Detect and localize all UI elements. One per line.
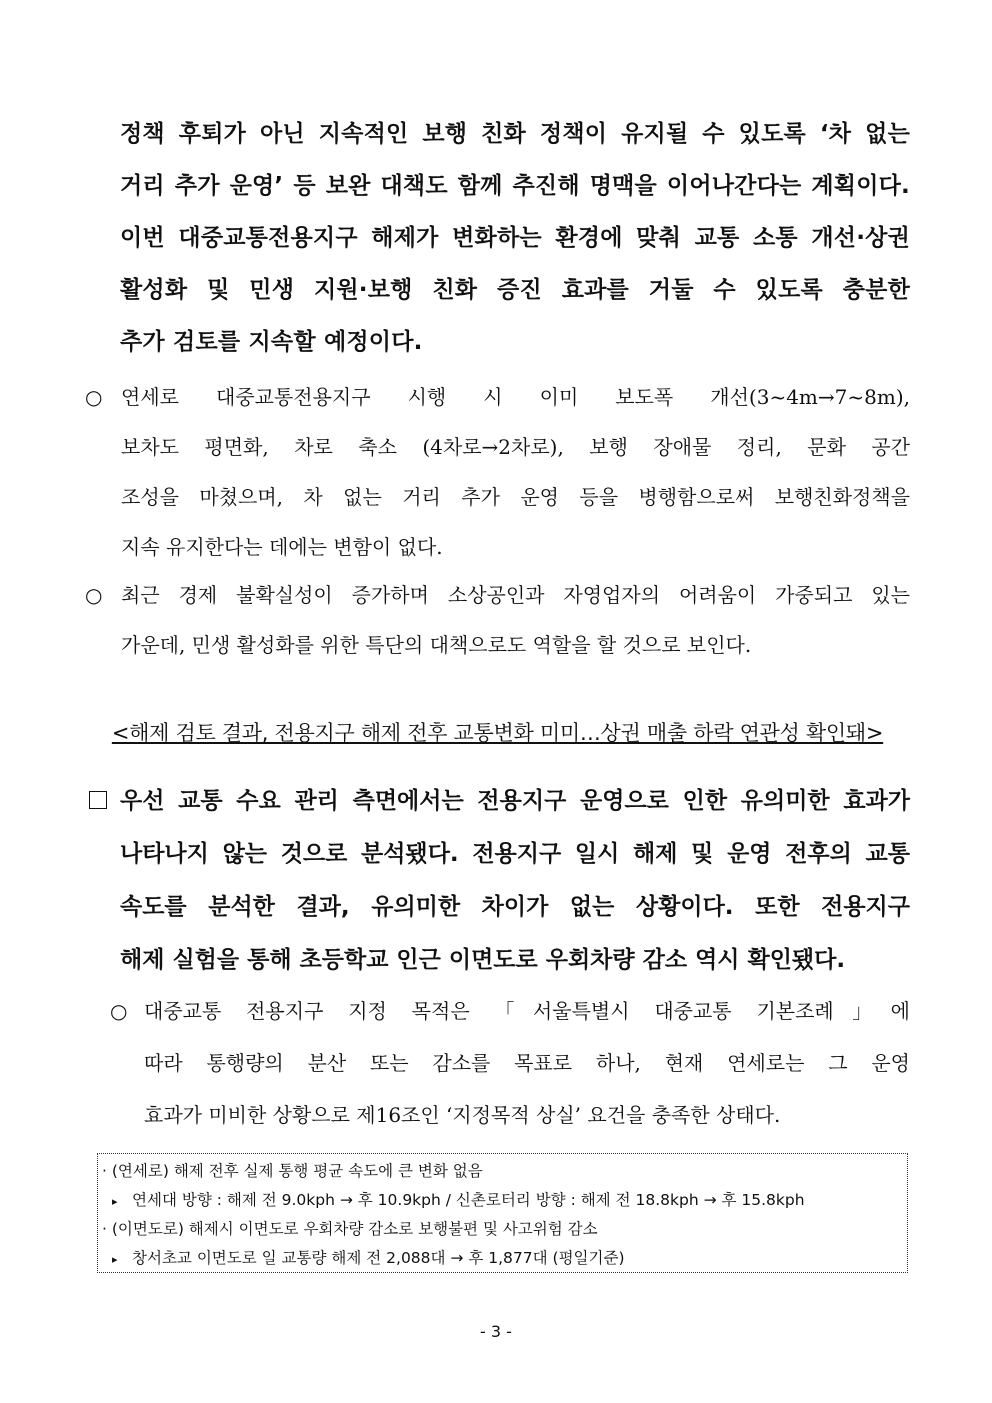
- info-line: [98, 1244, 907, 1273]
- bullet-line: 효과가 미비한 상황으로 제16조인 ‘지정목적 상실’ 요건을 충족한 상태다.: [144, 1103, 781, 1127]
- bullet-line: 가운데, 민생 활성화를 위한 특단의 대책으로도 역할을 할 것으로 보인다.: [121, 633, 752, 657]
- bullet-line: 따라 통행량의 분산 또는 감소를 목표로 하나, 현재 연세로는 그 운영: [144, 1051, 910, 1075]
- paragraph-line: 나타나지 않는 것으로 분석됐다. 전용지구 일시 해제 및 운영 전후의 교통: [120, 841, 910, 867]
- circle-bullet-icon: ○: [85, 583, 103, 607]
- info-text: 창서초교 이면도로 일 교통량 해제 전 2,088대 → 후 1,877대 (평일기준): [132, 1249, 625, 1267]
- paragraph-line: 우선 교통 수요 관리 측면에서는 전용지구 운영으로 인한 유의미한 효과가: [120, 788, 910, 814]
- box-paragraph: [85, 775, 910, 987]
- info-box: [97, 1153, 908, 1273]
- paragraph-line: 해제 실험을 통해 초등학교 인근 이면도로 우회차량 감소 역시 확인됐다.: [120, 947, 846, 973]
- bullet-line: 조성을 마쳤으며, 차 없는 거리 추가 운영 등을 병행함으로써 보행친화정책을: [121, 485, 910, 509]
- intro-paragraph: [120, 108, 910, 368]
- square-bullet-icon: [89, 791, 107, 809]
- paragraph-line: 추가 검토를 지속할 예정이다.: [120, 329, 423, 355]
- sub-bullet-item: [110, 985, 910, 1141]
- dot-bullet-icon: ·: [102, 1162, 107, 1180]
- paragraph-line: 속도를 분석한 결과, 유의미한 차이가 없는 상황이다. 또한 전용지구: [120, 894, 910, 920]
- circle-bullet-icon: ○: [110, 999, 128, 1023]
- bullet-item: [85, 372, 910, 572]
- paragraph-line: 정책 후퇴가 아닌 지속적인 보행 친화 정책이 유지될 수 있도록 ‘차 없는: [120, 121, 910, 147]
- bullet-line: 연세로 대중교통전용지구 시행 시 이미 보도폭 개선(3~4m→7~8m),: [121, 385, 910, 409]
- info-text: (연세로) 해제 전후 실제 통행 평균 속도에 큰 변화 없음: [111, 1162, 483, 1180]
- bullet-item: [85, 570, 910, 670]
- section-header: <해제 검토 결과, 전용지구 해제 전후 교통변화 미미…상권 매출 하락 연관성 확인돼>: [111, 721, 884, 745]
- info-line: [98, 1215, 907, 1244]
- bullet-line: 보차도 평면화, 차로 축소 (4차로→2차로), 보행 장애물 정리, 문화 공간: [121, 435, 910, 459]
- info-line: [98, 1157, 907, 1186]
- triangle-bullet-icon: ▸: [112, 1195, 118, 1208]
- circle-bullet-icon: ○: [85, 385, 103, 409]
- dot-bullet-icon: ·: [102, 1220, 107, 1238]
- info-text: 연세대 방향 : 해제 전 9.0kph → 후 10.9kph / 신촌로터리 방향 : 해제 전 18.8kph → 후 15.8kph: [132, 1191, 805, 1209]
- bullet-line: 최근 경제 불확실성이 증가하며 소상공인과 자영업자의 어려움이 가중되고 있는: [121, 583, 910, 607]
- paragraph-line: 거리 추가 운영’ 등 보완 대책도 함께 추진해 명맥을 이어나간다는 계획이다.: [120, 173, 910, 199]
- info-text: (이면도로) 해제시 이면도로 우회차량 감소로 보행불편 및 사고위험 감소: [111, 1220, 598, 1238]
- paragraph-line: 이번 대중교통전용지구 해제가 변화하는 환경에 맞춰 교통 소통 개선·상권: [120, 225, 910, 251]
- info-line: [98, 1186, 907, 1215]
- triangle-bullet-icon: ▸: [112, 1253, 118, 1266]
- bullet-line: 대중교통 전용지구 지정 목적은 「서울특별시 대중교통 기본조례」에: [144, 999, 910, 1023]
- bullet-line: 지속 유지한다는 데에는 변함이 없다.: [121, 535, 443, 559]
- paragraph-line: 활성화 및 민생 지원·보행 친화 증진 효과를 거둘 수 있도록 충분한: [120, 277, 910, 303]
- page-number: - 3 -: [480, 1322, 512, 1341]
